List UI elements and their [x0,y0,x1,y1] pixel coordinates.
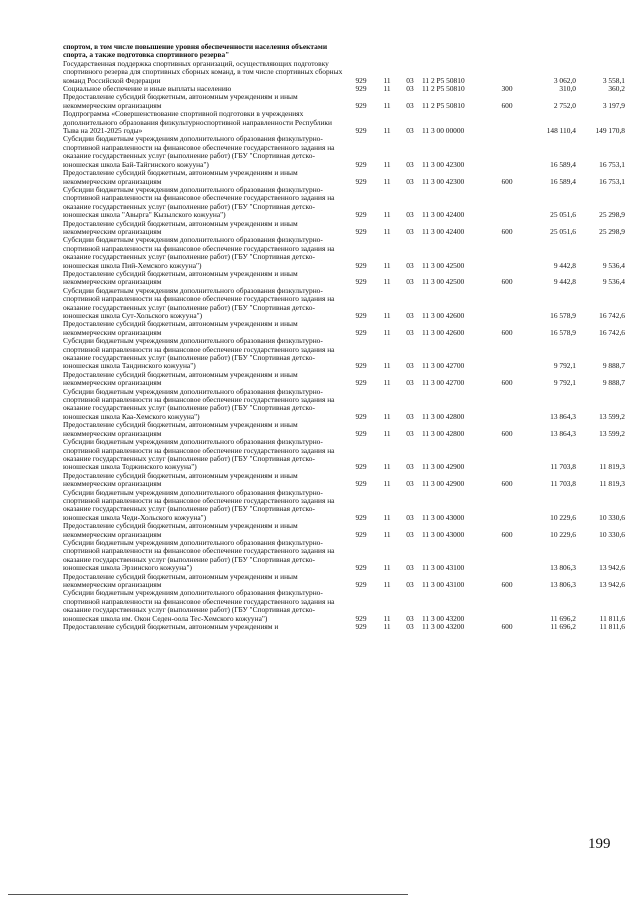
row-code-csr-cell: 11 3 00 42500 [422,260,465,270]
table-row [63,388,625,422]
row-code-cs-cell: 929 [355,428,367,438]
row-code-vr-cell: 600 [501,529,513,539]
row-code-vr-cell [494,186,520,220]
row-code-csr-cell: 11 2 P5 50810 [422,100,465,110]
table-row [63,93,625,110]
row-code-cs-cell: 929 [355,563,367,573]
row-code-rz-cell [376,43,398,60]
table-row [63,135,625,169]
row-code-vr-cell: 600 [501,327,513,337]
row-value-2022-cell: 13 599,2 [599,411,625,421]
row-value-2021-cell [520,43,576,60]
row-code-pr-cell: 03 [406,411,414,421]
row-code-pr-cell: 03 [406,159,414,169]
row-code-cs-cell: 929 [355,260,367,270]
row-value-2022-cell: 16 742,6 [599,311,625,320]
row-code-rz-cell: 11 [383,428,391,438]
row-name-cell: Предоставление субсидий бюджетным, автономным учреждениям и [63,622,279,632]
row-code-vr-cell [494,539,520,573]
row-code-cs-cell: 929 [355,378,367,388]
row-value-2021-cell: 13 864,3 [550,411,576,421]
row-code-csr-cell: 11 3 00 42600 [422,327,465,337]
row-code-pr-cell: 03 [406,126,414,136]
row-value-2021-cell: 11 696,2 [550,622,576,632]
row-code-rz-cell: 11 [383,563,391,573]
row-code-cs-cell: 929 [355,613,367,623]
row-code-cs-cell: 929 [355,622,367,632]
row-value-2022-cell: 9 536,4 [602,277,625,287]
row-code-pr-cell: 03 [406,529,414,539]
budget-table [63,43,625,631]
row-value-2022-cell: 3 197,9 [602,100,625,110]
row-code-vr-cell: 600 [501,428,513,438]
row-code-vr-cell: 600 [501,378,513,388]
row-name-cell: Предоставление субсидий бюджетным, автономным учреждениям и иным некоммерческим организациям [63,218,298,236]
budget-table-body [63,43,625,631]
row-code-rz-cell: 11 [383,361,391,371]
row-code-rz-cell: 11 [383,75,391,85]
row-code-vr-cell: 600 [501,277,513,287]
row-value-2022-cell: 149 170,8 [595,126,625,136]
row-code-cs-cell: 929 [355,210,367,220]
row-code-pr-cell: 03 [406,512,414,522]
table-row [63,270,625,287]
row-value-2022-cell: 9 536,4 [602,260,625,270]
row-code-cs-cell: 929 [355,100,367,110]
row-code-csr-cell: 11 3 00 42600 [422,311,465,320]
row-code-rz-cell: 11 [383,84,391,94]
table-row [63,236,625,270]
row-code-csr-cell: 11 3 00 42500 [422,277,465,287]
row-value-2022-cell: 16 753,1 [599,176,625,186]
row-value-2022-cell: 13 942,6 [599,563,625,573]
row-value-2021-cell: 3 062,0 [553,75,576,85]
row-value-2021-cell: 9 792,1 [553,361,576,371]
row-code-csr-cell: 11 3 00 42700 [422,361,465,371]
row-code-cs-cell: 929 [355,411,367,421]
table-row [63,220,625,237]
row-code-rz-cell: 11 [383,176,391,186]
row-code-vr-cell [494,589,520,623]
row-code-cs-cell: 929 [355,311,367,320]
row-name-cell: Предоставление субсидий бюджетным, автономным учреждениям и иным некоммерческим организациям [63,92,298,110]
row-code-cs-cell: 929 [355,84,367,94]
row-code-cs-cell: 929 [355,580,367,589]
row-value-2021-cell: 16 589,4 [550,159,576,169]
row-code-pr-cell: 03 [406,311,414,320]
row-code-pr-cell: 03 [406,479,414,489]
row-name-cell: Субсидии бюджетным учреждениям дополнительного образования физкультурно-спортивной направленности на финансовое обеспечение государственного задания на оказание государственных услуг (выполнение работ) (ГБУ "Спортивная детско-юношеская школа Тандинского кожууна") [63,336,335,371]
row-value-2021-cell: 25 051,6 [550,210,576,220]
row-value-2022-cell [576,43,625,60]
row-name-cell: Предоставление субсидий бюджетным, автономным учреждениям и иным некоммерческим организациям [63,168,298,186]
row-name-cell: Субсидии бюджетным учреждениям дополнительного образования физкультурно-спортивной направленности на финансовое обеспечение государственного задания на оказание государственных услуг (выполнение работ) (ГБУ "Спортивная детско-юношеская школа Пий-Хемского кожууна") [63,235,335,270]
row-code-rz-cell: 11 [383,512,391,522]
row-code-rz-cell: 11 [383,210,391,220]
row-code-vr-cell [494,60,520,85]
row-name-cell: Субсидии бюджетным учреждениям дополнительного образования физкультурно-спортивной направленности на финансовое обеспечение государственного задания на оказание государственных услуг (выполнение работ) (ГБУ "Спортивная детско-юношеская школа Эрзинского кожууна") [63,537,335,573]
row-code-csr-cell: 11 2 P5 50810 [422,75,465,85]
row-code-pr-cell: 03 [406,210,414,220]
row-value-2022-cell: 360,2 [608,84,625,94]
row-value-2022-cell: 11 811,6 [599,613,625,623]
row-code-rz-cell: 11 [383,126,391,136]
row-code-pr-cell: 03 [406,361,414,371]
row-value-2021-cell: 16 578,9 [550,327,576,337]
row-code-csr-cell [422,43,494,60]
row-code-cs-cell: 929 [355,126,367,136]
row-value-2021-cell: 25 051,6 [550,226,576,236]
row-code-vr-cell: 300 [501,84,513,94]
row-value-2021-cell: 10 229,6 [550,529,576,539]
row-code-pr-cell: 03 [406,75,414,85]
row-code-vr-cell [494,438,520,472]
row-code-cs-cell: 929 [355,529,367,539]
row-code-rz-cell: 11 [383,327,391,337]
row-name-cell: спортом, в том числе повышение уровня обеспеченности населения объектами спорта, а также подготовка спортивного резерва" [63,42,328,60]
row-code-pr-cell: 03 [406,613,414,623]
row-code-csr-cell: 11 3 00 42900 [422,479,465,489]
row-value-2022-cell: 16 742,6 [599,327,625,337]
row-code-rz-cell: 11 [383,462,391,472]
row-value-2022-cell: 11 819,3 [599,462,625,472]
table-row [63,320,625,337]
row-code-pr-cell: 03 [406,226,414,236]
row-name-cell: Предоставление субсидий бюджетным, автономным учреждениям и иным некоммерческим организациям [63,268,298,287]
row-value-2021-cell: 13 806,3 [550,580,576,589]
table-row [63,539,625,573]
row-name-cell: Государственная поддержка спортивных организаций, осуществляющих подготовку спортивного резерва для спортивных сборных команд, в том числе спортивных сборных команд Российской Федерации [63,58,343,85]
row-code-csr-cell: 11 3 00 42300 [422,159,465,169]
row-code-rz-cell: 11 [383,159,391,169]
row-code-cs-cell: 929 [355,462,367,472]
row-code-vr-cell [494,236,520,270]
row-code-vr-cell [494,135,520,169]
row-code-cs-cell: 929 [355,479,367,489]
row-code-rz-cell: 11 [383,260,391,270]
row-value-2021-cell: 11 696,2 [550,613,576,623]
table-row [63,623,625,631]
row-value-2021-cell: 2 752,0 [553,100,576,110]
row-name-cell: Подпрограмма «Совершенствование спортивной подготовки в учреждениях дополнительного образования физкультурноспортивной направленности Республики Тыва на 2021-2025 годы» [63,109,332,136]
row-name-cell: Субсидии бюджетным учреждениям дополнительного образования физкультурно-спортивной направленности на финансовое обеспечение государственного задания на оказание государственных услуг (выполнение работ) (ГБУ "Спортивная детско-юношеская школа Бай-Тайгинского кожууна") [63,134,335,169]
row-code-pr-cell: 03 [406,84,414,94]
row-code-vr-cell [494,388,520,422]
row-code-vr-cell: 600 [501,226,513,236]
row-name-cell: Субсидии бюджетным учреждениям дополнительного образования физкультурно-спортивной направленности на финансовое обеспечение государственного задания на оказание государственных услуг (выполнение работ) (ГБУ "Спортивная детско-юношеская школа Чеди-Хольского кожууна") [63,487,335,522]
table-row [63,489,625,523]
table-row [63,169,625,186]
row-code-rz-cell: 11 [383,613,391,623]
row-code-csr-cell: 11 3 00 43000 [422,529,465,539]
row-code-pr-cell: 03 [406,100,414,110]
row-code-vr-cell [494,337,520,371]
row-code-cs-cell: 929 [355,176,367,186]
row-code-csr-cell: 11 3 00 43100 [422,580,465,589]
row-value-2021-cell: 9 442,8 [553,260,576,270]
row-value-2022-cell: 13 599,2 [599,428,625,438]
row-name-cell: Субсидии бюджетным учреждениям дополнительного образования физкультурно-спортивной направленности на финансовое обеспечение государственного задания на оказание государственных услуг (выполнение работ) (ГБУ "Спортивная детско-юношеская школа Сут-Хольского кожууна") [63,285,335,320]
row-value-2022-cell: 9 888,7 [602,378,625,388]
row-value-2021-cell: 16 578,9 [550,311,576,320]
row-code-vr-cell: 600 [501,100,513,110]
row-code-pr-cell [398,43,422,60]
row-code-rz-cell: 11 [383,622,391,632]
row-name-cell: Субсидии бюджетным учреждениям дополнительного образования физкультурно-спортивной направленности на финансовое обеспечение государственного задания на оказание государственных услуг (выполнение работ) (ГБУ "Спортивная детско-юношеская школа Тоджинского кожууна") [63,437,335,472]
row-code-csr-cell: 11 3 00 00000 [422,126,465,136]
table-row [63,438,625,472]
row-code-rz-cell: 11 [383,226,391,236]
row-value-2021-cell: 10 229,6 [550,512,576,522]
bottom-rule [8,894,408,895]
table-row [63,60,625,85]
row-value-2021-cell: 9 442,8 [553,277,576,287]
table-row [63,573,625,590]
row-value-2021-cell: 13 864,3 [550,428,576,438]
row-code-csr-cell: 11 3 00 42900 [422,462,465,472]
row-name-cell: Субсидии бюджетным учреждениям дополнительного образования физкультурно-спортивной направленности на финансовое обеспечение государственного задания на оказание государственных услуг (выполнение работ) (ГБУ "Спортивная детско-юношеская школа Каа-Хемского кожууна") [63,386,335,421]
row-code-csr-cell: 11 3 00 43100 [422,563,465,573]
table-row [63,522,625,539]
row-name-cell: Предоставление субсидий бюджетным, автономным учреждениям и иным некоммерческим организациям [63,319,298,337]
row-code-pr-cell: 03 [406,428,414,438]
row-code-cs-cell: 929 [355,226,367,236]
row-code-pr-cell: 03 [406,260,414,270]
row-code-pr-cell: 03 [406,580,414,589]
row-code-cs-cell: 929 [355,75,367,85]
row-value-2022-cell: 10 330,6 [599,512,625,522]
row-code-pr-cell: 03 [406,378,414,388]
row-code-csr-cell: 11 3 00 42700 [422,378,465,388]
row-code-rz-cell: 11 [383,580,391,589]
row-code-rz-cell: 11 [383,277,391,287]
row-name-cell: Субсидии бюджетным учреждениям дополнительного образования физкультурно-спортивной направленности на финансовое обеспечение государственного задания на оказание государственных услуг (выполнение работ) (ГБУ "Спортивная детско-юношеская школа им. Окон Седен-оола Тес-Хемского кожууна") [63,588,335,623]
table-row [63,472,625,489]
row-code-cs-cell: 929 [355,361,367,371]
row-code-vr-cell [494,287,520,321]
row-code-pr-cell: 03 [406,462,414,472]
row-code-rz-cell: 11 [383,529,391,539]
row-value-2021-cell: 11 703,8 [550,479,576,489]
row-code-pr-cell: 03 [406,622,414,632]
row-value-2022-cell: 11 811,6 [599,622,625,632]
row-code-rz-cell: 11 [383,311,391,320]
row-value-2022-cell: 25 298,9 [599,226,625,236]
row-value-2021-cell: 11 703,8 [550,462,576,472]
row-code-vr-cell: 600 [501,176,513,186]
row-code-csr-cell: 11 3 00 42400 [422,226,465,236]
row-value-2021-cell: 310,0 [559,84,576,94]
row-name-cell: Социальное обеспечение и иные выплаты населению [63,84,232,94]
table-row [63,337,625,371]
page-number: 199 [588,836,611,852]
row-code-csr-cell: 11 3 00 43200 [422,613,465,623]
row-name-cell: Предоставление субсидий бюджетным, автономным учреждениям и иным некоммерческим организациям [63,470,298,489]
row-code-csr-cell: 11 3 00 42400 [422,210,465,220]
row-code-vr-cell [494,110,520,135]
row-code-cs-cell [346,43,376,60]
table-row [63,421,625,438]
row-code-csr-cell: 11 3 00 42800 [422,428,465,438]
row-code-pr-cell: 03 [406,176,414,186]
row-code-rz-cell: 11 [383,479,391,489]
table-row [63,43,625,60]
table-row [63,589,625,623]
table-row [63,371,625,388]
row-name-cell: Предоставление субсидий бюджетным, автономным учреждениям и иным некоммерческим организациям [63,420,298,438]
row-value-2022-cell: 13 942,6 [599,580,625,589]
row-value-2022-cell: 25 298,9 [599,210,625,220]
row-code-pr-cell: 03 [406,327,414,337]
row-code-pr-cell: 03 [406,277,414,287]
row-code-vr-cell: 600 [501,580,513,589]
table-row [63,287,625,321]
row-code-rz-cell: 11 [383,378,391,388]
row-code-vr-cell [494,489,520,523]
row-code-vr-cell [494,43,520,60]
row-value-2021-cell: 16 589,4 [550,176,576,186]
row-value-2021-cell: 13 806,3 [550,563,576,573]
row-code-csr-cell: 11 3 00 42300 [422,176,465,186]
row-name-cell: Субсидии бюджетным учреждениям дополнительного образования физкультурно-спортивной направленности на финансовое обеспечение государственного задания на оказание государственных услуг (выполнение работ) (ГБУ "Спортивная детско-юношеская школа "Авырга" Кызылского кожууна") [63,184,335,220]
row-value-2022-cell: 16 753,1 [599,159,625,169]
row-code-cs-cell: 929 [355,159,367,169]
row-name-cell: Предоставление субсидий бюджетным, автономным учреждениям и иным некоммерческим организациям [63,521,298,539]
row-value-2021-cell: 148 110,4 [546,126,576,136]
row-code-vr-cell: 600 [501,479,513,489]
row-code-vr-cell: 600 [501,622,513,632]
row-code-rz-cell: 11 [383,100,391,110]
row-value-2022-cell: 10 330,6 [599,529,625,539]
table-row [63,186,625,220]
row-value-2022-cell: 11 819,3 [599,479,625,489]
row-code-cs-cell: 929 [355,277,367,287]
row-value-2022-cell: 9 888,7 [602,361,625,371]
row-value-2022-cell: 3 558,1 [602,75,625,85]
row-code-pr-cell: 03 [406,563,414,573]
row-code-csr-cell: 11 3 00 43200 [422,622,465,632]
table-row [63,110,625,135]
row-name-cell: Предоставление субсидий бюджетным, автономным учреждениям и иным некоммерческим организациям [63,571,298,589]
row-code-rz-cell: 11 [383,411,391,421]
row-code-cs-cell: 929 [355,327,367,337]
row-code-csr-cell: 11 2 P5 50810 [422,84,465,94]
row-code-cs-cell: 929 [355,512,367,522]
row-code-csr-cell: 11 3 00 43000 [422,512,465,522]
row-code-csr-cell: 11 3 00 42800 [422,411,465,421]
row-name-cell: Предоставление субсидий бюджетным, автономным учреждениям и иным некоммерческим организациям [63,369,298,388]
row-value-2021-cell: 9 792,1 [553,378,576,388]
